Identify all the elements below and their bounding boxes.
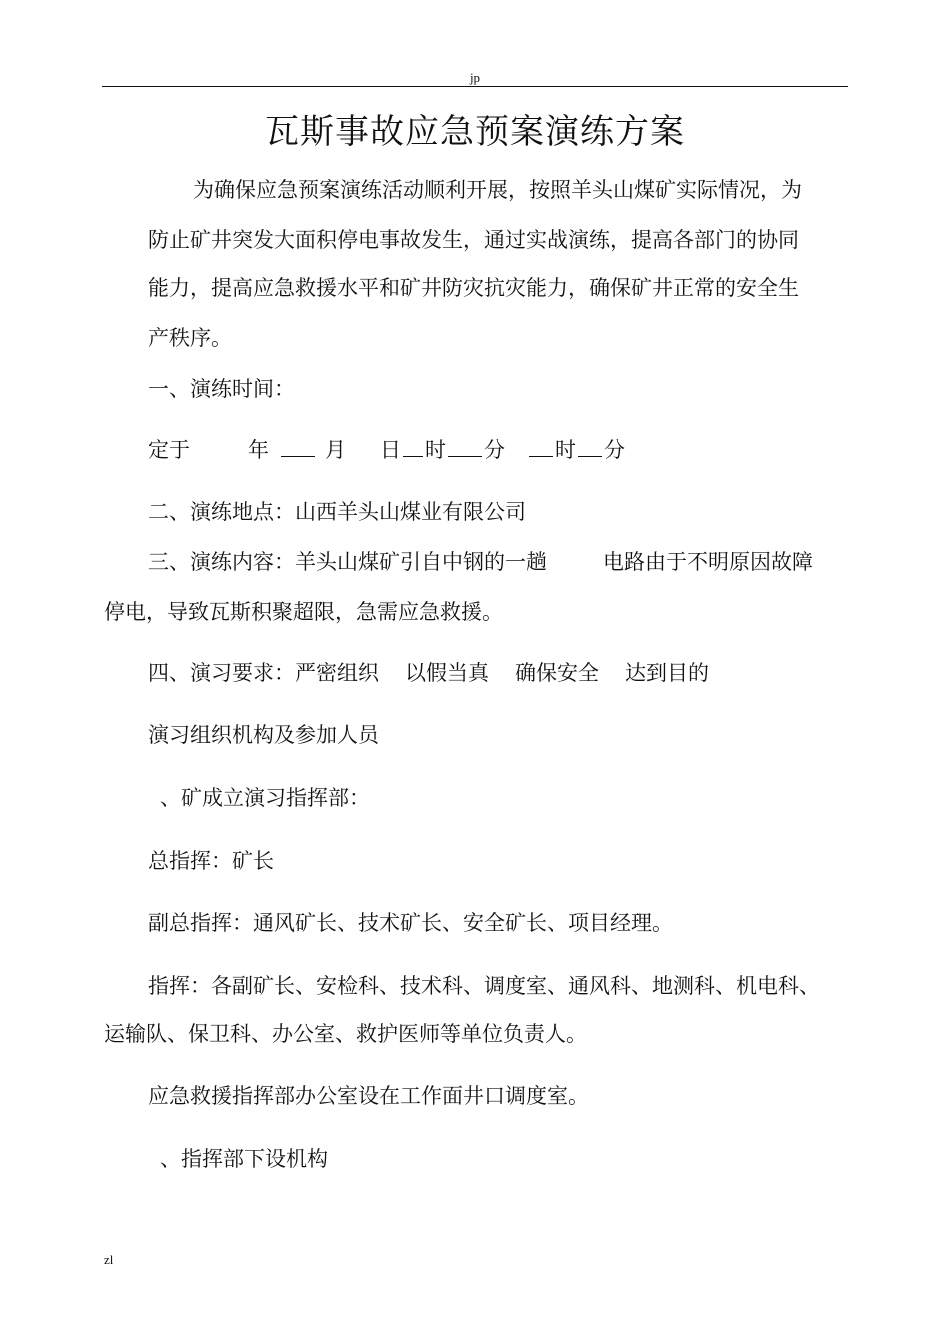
minute-blank [448, 436, 482, 457]
drill-date-line [148, 434, 625, 464]
date-hour-1: 时 [425, 438, 446, 462]
date-min-2: 分 [604, 438, 625, 462]
date-year: 年 [248, 438, 269, 462]
minute2-blank [578, 436, 602, 457]
intro-line-1: 为确保应急预案演练活动顺利开展，按照羊头山煤矿实际情况，为 [193, 178, 802, 202]
section-content-line-1 [148, 546, 813, 576]
date-prefix: 定于 [148, 438, 190, 462]
requirement-1: 严密组织 [295, 661, 379, 685]
org-subsection-1: 、矿成立演习指挥部： [160, 786, 370, 810]
intro-line-3: 能力，提高应急救援水平和矿井防灾抗灾能力，确保矿井正常的安全生 [148, 276, 799, 300]
intro-line-4: 产秩序。 [148, 326, 232, 350]
requirements-heading: 四、演习要求： [148, 661, 295, 685]
section-requirements [148, 657, 709, 687]
intro-line-2: 防止矿井突发大面积停电事故发生，通过实战演练，提高各部门的协同 [148, 228, 799, 252]
hour2-blank [529, 436, 553, 457]
command-line-2: 运输队、保卫科、办公室、救护医师等单位负责人。 [104, 1022, 587, 1046]
section-content-line-2: 停电，导致瓦斯积聚超限，急需应急救援。 [104, 600, 503, 624]
command-line-1: 指挥：各副矿长、安检科、技术科、调度室、通风科、地测科、机电科、 [148, 974, 820, 998]
content-part-a: 三、演练内容：羊头山煤矿引自中钢的一趟 [148, 550, 547, 574]
document-title: 瓦斯事故应急预案演练方案 [265, 112, 685, 152]
date-hour-2: 时 [555, 438, 576, 462]
deputy-commander: 副总指挥：通风矿长、技术矿长、安全矿长、项目经理。 [148, 911, 673, 935]
month-blank [281, 436, 315, 457]
header-rule [102, 86, 848, 87]
section-time-heading: 一、演练时间： [148, 377, 295, 401]
org-heading: 演习组织机构及参加人员 [148, 723, 379, 747]
page-header: jp [469, 70, 481, 85]
requirement-2: 以假当真 [405, 661, 489, 685]
date-month: 月 [325, 438, 346, 462]
page-footer: zl [104, 1252, 114, 1267]
org-subsection-2: 、指挥部下设机构 [160, 1147, 328, 1171]
command-office: 应急救援指挥部办公室设在工作面井口调度室。 [148, 1084, 589, 1108]
date-day: 日 [380, 438, 401, 462]
chief-commander: 总指挥：矿长 [148, 849, 274, 873]
date-min-1: 分 [484, 438, 505, 462]
content-part-b: 电路由于不明原因故障 [603, 550, 813, 574]
hour-blank [403, 436, 423, 457]
requirement-4: 达到目的 [625, 661, 709, 685]
requirement-3: 确保安全 [515, 661, 599, 685]
section-location: 二、演练地点：山西羊头山煤业有限公司 [148, 500, 526, 524]
